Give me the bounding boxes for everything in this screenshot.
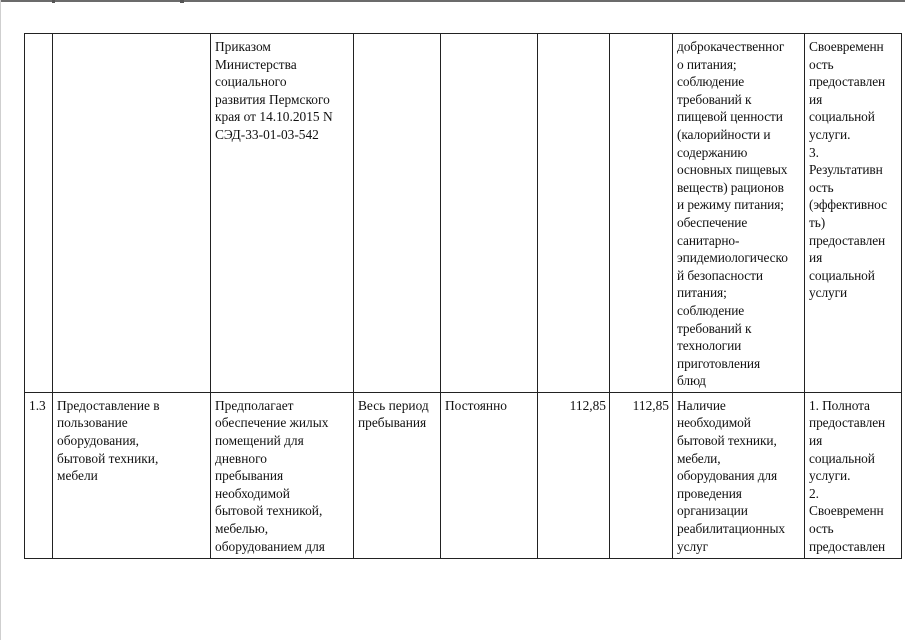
service-period-cell: Весь период пребывания: [354, 392, 441, 558]
table-row: [25, 392, 902, 558]
table-row: [25, 34, 902, 393]
row-number-cell: 1.3: [25, 392, 53, 558]
quality-criteria-cell: 1. Полнота предоставлен ия социальной услуги. 2. Своевременн ость предоставлен: [805, 392, 902, 558]
scan-left-edge: [0, 0, 1, 640]
service-name-cell: Предоставление в пользование оборудования, бытовой техники, мебели: [53, 392, 211, 558]
services-table: [24, 33, 902, 559]
service-description-cell: Приказом Министерства социального развития Пермского края от 14.10.2015 N СЭД-33-01-03-542: [211, 34, 354, 393]
quality-criteria-cell: Своевременн ость предоставлен ия социальной услуги. 3. Результативн ость (эффективнос ть) предоставлен ия социальной услуги: [805, 34, 902, 393]
service-period-cell: [354, 34, 441, 393]
price-cell: [610, 34, 673, 393]
row-number-cell: [25, 34, 53, 393]
scan-speck: [180, 0, 184, 3]
service-description-cell: Предполагает обеспечение жилых помещений для дневного пребывания необходимой бытовой техникой, мебелью, оборудованием для: [211, 392, 354, 558]
service-name-cell: [53, 34, 211, 393]
conditions-cell: Наличие необходимой бытовой техники, мебели, оборудования для проведения организации реабилитационных услуг: [673, 392, 805, 558]
price-cell: [538, 34, 610, 393]
scan-speck: [52, 0, 55, 3]
scan-top-edge: [0, 0, 905, 2]
price-cell: 112,85: [610, 392, 673, 558]
service-frequency-cell: Постоянно: [441, 392, 538, 558]
service-frequency-cell: [441, 34, 538, 393]
price-cell: 112,85: [538, 392, 610, 558]
conditions-cell: доброкачественног о питания; соблюдение требований к пищевой ценности (калорийности и содержанию основных пищевых веществ) рационов и режиму питания; обеспечение санитарно- эпидемиологическо й безопасности питания; соблюдение требований к технологии приготовления блюд: [673, 34, 805, 393]
